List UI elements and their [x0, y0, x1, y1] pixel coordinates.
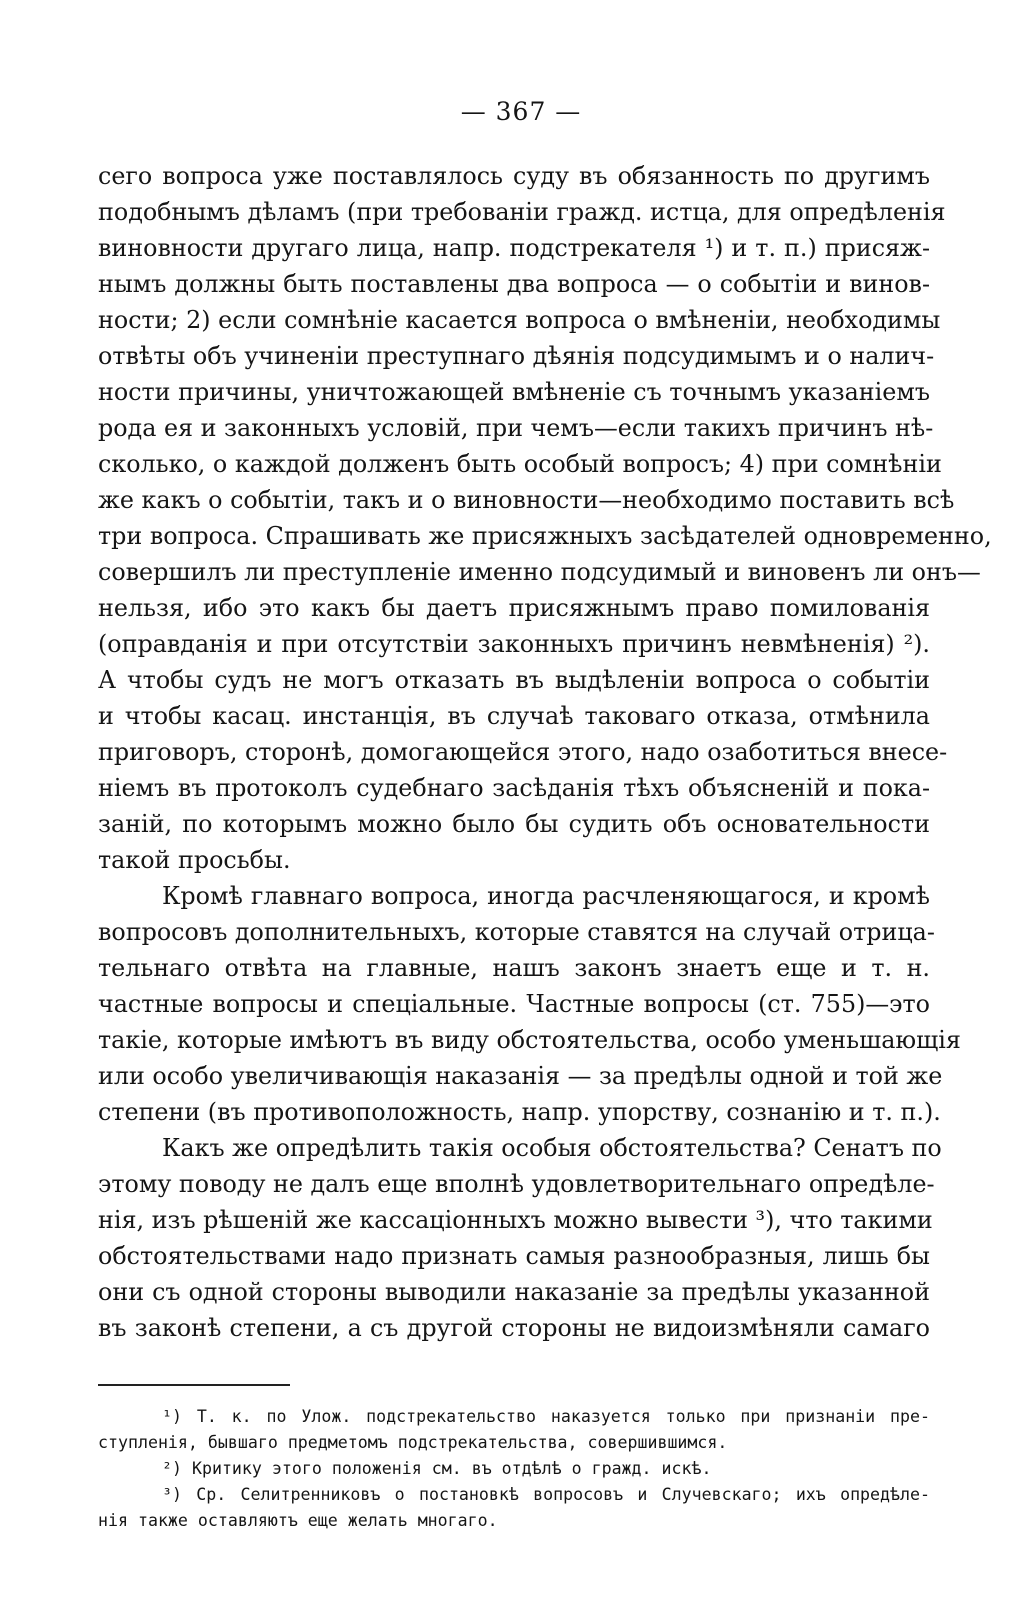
text-line: подобнымъ дѣламъ (при требованіи гражд. истца, для опредѣленія — [98, 198, 946, 226]
footnote-divider — [98, 1384, 290, 1386]
text-line: виновности другаго лица, напр. подстрекателя ¹) и т. п.) присяж- — [98, 234, 930, 262]
text-line: обстоятельствами надо признать самыя разнообразныя, лишь бы — [98, 1242, 930, 1270]
text-line: отвѣты объ учиненіи преступнаго дѣянія подсудимымъ и о налич- — [98, 342, 935, 370]
text-line: и чтобы касац. инстанція, въ случаѣ таковаго отказа, отмѣнила — [98, 702, 930, 730]
text-line: въ законѣ степени, а съ другой стороны не видоизмѣняли самаго — [98, 1314, 930, 1342]
text-line: частные вопросы и спеціальные. Частные вопросы (ст. 755)—это — [98, 990, 930, 1018]
body-text — [98, 158, 992, 1346]
text-line: заній, по которымъ можно было бы судить объ основательности — [98, 810, 930, 838]
text-line: рода ея и законныхъ условій, при чемъ—если такихъ причинъ нѣ- — [98, 414, 934, 442]
text-line: ніемъ въ протоколъ судебнаго засѣданія тѣхъ объясненій и пока- — [98, 774, 930, 802]
footnote-line: нія также оставляютъ еще желать многаго. — [98, 1511, 498, 1530]
text-line: тельнаго отвѣта на главные, нашъ законъ знаетъ еще и т. н. — [98, 954, 930, 982]
footnote-line: ¹) Т. к. по Улож. подстрекательство наказуется только при признаніи пре- — [162, 1407, 930, 1426]
text-line: же какъ о событіи, такъ и о виновности—необходимо поставить всѣ — [98, 486, 955, 514]
text-line: нымъ должны быть поставлены два вопроса — о событіи и винов- — [98, 270, 930, 298]
text-line: совершилъ ли преступленіе именно подсудимый и виновенъ ли онъ— — [98, 558, 981, 586]
text-line: нельзя, ибо это какъ бы даетъ присяжнымъ право помилованія — [98, 594, 930, 622]
text-line: ности причины, уничтожающей вмѣненіе съ точнымъ указаніемъ — [98, 378, 930, 406]
text-line: Кромѣ главнаго вопроса, иногда расчленяющагося, и кромѣ — [162, 882, 930, 910]
text-line: сколько, о каждой долженъ быть особый вопросъ; 4) при сомнѣніи — [98, 450, 942, 478]
book-page — [98, 92, 992, 1534]
text-line: А чтобы судъ не могъ отказать въ выдѣленіи вопроса о событіи — [98, 666, 930, 694]
text-line: ности; 2) если сомнѣніе касается вопроса о вмѣненіи, необходимы — [98, 306, 941, 334]
text-line: (оправданія и при отсутствіи законныхъ причинъ невмѣненія) ²). — [98, 630, 930, 658]
text-line: Какъ же опредѣлить такія особыя обстоятельства? Сенатъ по — [162, 1134, 942, 1162]
footnote-line: ²) Критику этого положенія см. въ отдѣлѣ о гражд. искѣ. — [162, 1459, 712, 1478]
footnotes — [98, 1404, 930, 1534]
footnote-line: ³) Ср. Селитренниковъ о постановкѣ вопросовъ и Случевскаго; ихъ опредѣле- — [162, 1485, 930, 1504]
text-line: вопросовъ дополнительныхъ, которые ставятся на случай отрица- — [98, 918, 935, 946]
footnote-line: ступленія, бывшаго предметомъ подстрекательства, совершившимся. — [98, 1433, 728, 1452]
text-line: степени (въ противоположность, напр. упорству, сознанію и т. п.). — [98, 1098, 941, 1126]
text-line: этому поводу не далъ еще вполнѣ удовлетворительнаго опредѣле- — [98, 1170, 935, 1198]
text-line: такой просьбы. — [98, 846, 291, 874]
text-line: такіе, которые имѣютъ въ виду обстоятельства, особо уменьшающія — [98, 1026, 961, 1054]
text-line: сего вопроса уже поставлялось суду въ обязанность по другимъ — [98, 162, 930, 190]
text-line: они съ одной стороны выводили наказаніе за предѣлы указанной — [98, 1278, 930, 1306]
page-number: — 367 — — [460, 97, 582, 126]
text-line: приговоръ, сторонѣ, домогающейся этого, надо озаботиться внесе- — [98, 738, 948, 766]
text-line: нія, изъ рѣшеній же кассаціонныхъ можно вывести ³), что такими — [98, 1206, 933, 1234]
text-line: или особо увеличивающія наказанія — за предѣлы одной и той же — [98, 1062, 943, 1090]
text-line: три вопроса. Спрашивать же присяжныхъ засѣдателей одновременно, — [98, 522, 992, 550]
